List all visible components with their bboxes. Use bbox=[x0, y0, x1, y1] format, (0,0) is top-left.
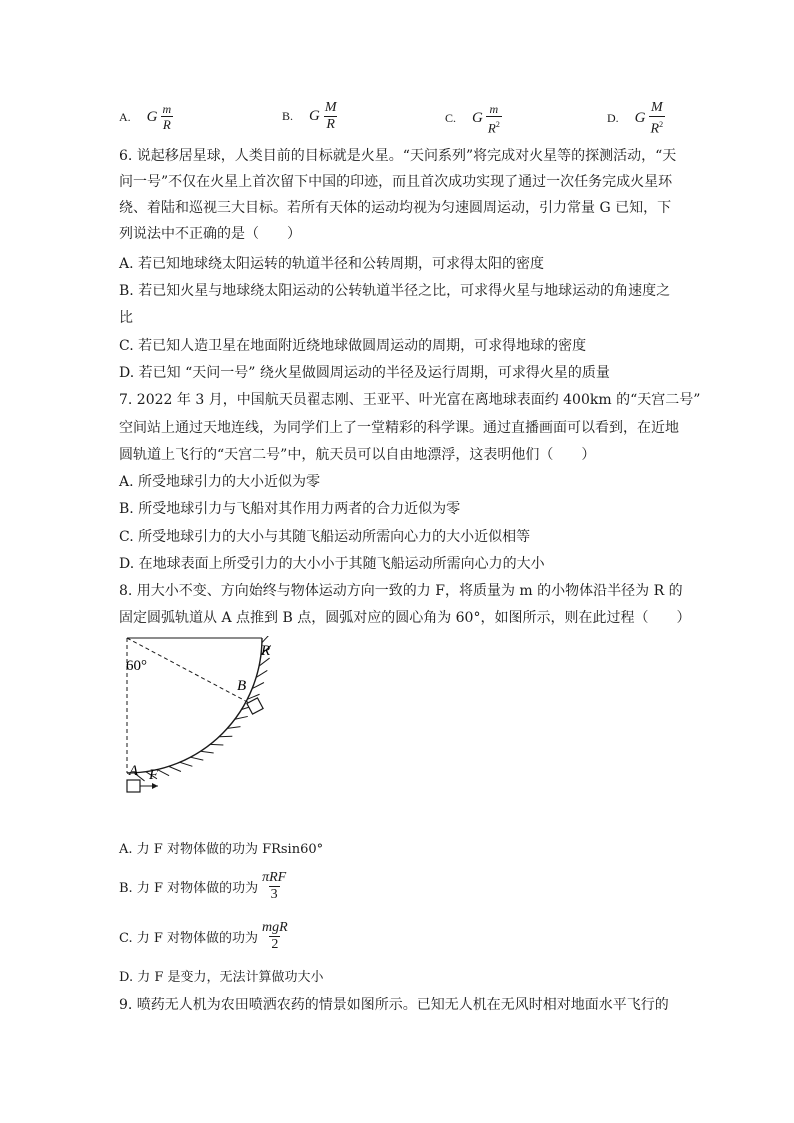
arc-track bbox=[127, 638, 262, 773]
angle-label: 60° bbox=[126, 658, 147, 674]
q6-option-c: C. 若已知人造卫星在地面附近绕地球做圆周运动的周期，可求得地球的密度 bbox=[119, 338, 587, 354]
q7-option-a: A. 所受地球引力的大小近似为零 bbox=[119, 474, 321, 490]
q6-stem-line-1: 6. 说起移居星球，人类目前的目标就是火星。“天问系列”将完成对火星等的探测活动，“天 bbox=[119, 148, 677, 164]
force-label: F bbox=[149, 767, 159, 783]
arc-track-figure bbox=[118, 636, 298, 806]
block-at-b bbox=[247, 698, 263, 714]
fraction: $\frac{\text{mgR}}{2}$ bbox=[262, 920, 288, 952]
q6-stem-line-2: 问一号”不仅在火星上首次留下中国的印迹，而且首次成功实现了通过一次任务完成火星环 bbox=[119, 174, 673, 190]
fraction: $\frac{M}{R}$ bbox=[324, 100, 337, 132]
hatch-mark bbox=[201, 751, 214, 753]
q8-option-a: A. 力 F 对物体做的功为 FRsin60° bbox=[119, 842, 324, 857]
q6-option-a: A. 若已知地球绕太阳运转的轨道半径和公转周期，可求得太阳的密度 bbox=[119, 256, 545, 272]
q6-stem-line-4: 列说法中不正确的是（ ） bbox=[119, 226, 301, 242]
hatch-mark bbox=[262, 636, 271, 643]
radius-label: R bbox=[261, 643, 271, 659]
block-at-a bbox=[127, 780, 140, 792]
q6-option-b: B. 若已知火星与地球绕太阳运动的公转轨道半径之比，可求得火星与地球运动的角速度之 bbox=[119, 283, 671, 299]
hatch-mark bbox=[180, 762, 193, 766]
fraction: $\frac{\text{πRF}}{3}$ bbox=[262, 870, 287, 902]
fraction: $\frac{M}{R^2}$ bbox=[650, 100, 664, 137]
hatch-mark bbox=[219, 736, 232, 737]
q8-option-c: C. 力 F 对物体做的功为 $\frac{\text{mgR}}{2}$ bbox=[119, 920, 288, 952]
q6-option-d: D. 若已知 “天问一号” 绕火星做圆周运动的半径及运行周期，可求得火星的质量 bbox=[119, 365, 610, 381]
q8-stem-line-2: 固定圆弧轨道从 A 点推到 B 点，圆弧对应的圆心角为 60°，如图所示，则在此过程（ ） bbox=[119, 610, 691, 626]
point-a-label: A bbox=[129, 763, 139, 779]
q5-option-c: C. G $\frac{m}{R^2}$ bbox=[445, 102, 500, 136]
q7-stem-line-3: 圆轨道上飞行的“天宫二号”中，航天员可以自由地漂浮，这表明他们（ ） bbox=[119, 447, 596, 463]
force-arrowhead bbox=[152, 783, 158, 789]
q5-option-a: A. G $\frac{m}{R}$ bbox=[119, 102, 172, 132]
q9-stem-line-1: 9. 喷药无人机为农田喷洒农药的情景如图所示。已知无人机在无风时相对地面水平飞行的 bbox=[119, 997, 669, 1013]
q7-stem-line-1: 7. 2022 年 3 月，中国航天员翟志刚、王亚平、叶光富在离地球表面约 400km 的“天宫二号” bbox=[119, 392, 701, 408]
q7-option-d: D. 在地球表面上所受引力的大小小于其随飞船运动所需向心力的大小 bbox=[119, 556, 545, 572]
q5-option-b: B. G $\frac{M}{R}$ bbox=[282, 100, 337, 132]
q7-stem-line-2: 空间站上通过天地连线，为同学们上了一堂精彩的科学课。通过直播画面可以看到，在近地 bbox=[119, 420, 679, 436]
hatch-mark bbox=[169, 766, 181, 771]
fraction: $\frac{m}{R^2}$ bbox=[487, 102, 500, 136]
q7-option-b: B. 所受地球引力与飞船对其作用力两者的合力近似为零 bbox=[119, 501, 461, 517]
hatch-mark bbox=[190, 757, 203, 760]
q8-option-d: D. 力 F 是变力，无法计算做功大小 bbox=[119, 970, 324, 985]
hatch-mark bbox=[210, 744, 223, 745]
q7-option-c: C. 所受地球引力的大小与其随飞船运动所需向心力的大小近似相等 bbox=[119, 529, 531, 545]
q6-option-b-cont: 比 bbox=[119, 310, 133, 326]
hatch-mark bbox=[157, 770, 169, 776]
point-b-label: B bbox=[237, 678, 247, 694]
fraction: $\frac{m}{R}$ bbox=[162, 102, 172, 132]
q8-option-b: B. 力 F 对物体做的功为 $\frac{\text{πRF}}{3}$ bbox=[119, 870, 287, 902]
q6-stem-line-3: 绕、着陆和巡视三大目标。若所有天体的运动均视为匀速圆周运动，引力常量 G 已知，下 bbox=[119, 200, 672, 216]
q5-option-d: D. G $\frac{M}{R^2}$ bbox=[607, 100, 664, 137]
q8-stem-line-1: 8. 用大小不变、方向始终与物体运动方向一致的力 F，将质量为 m 的小物体沿半径为 R 的 bbox=[119, 583, 683, 599]
